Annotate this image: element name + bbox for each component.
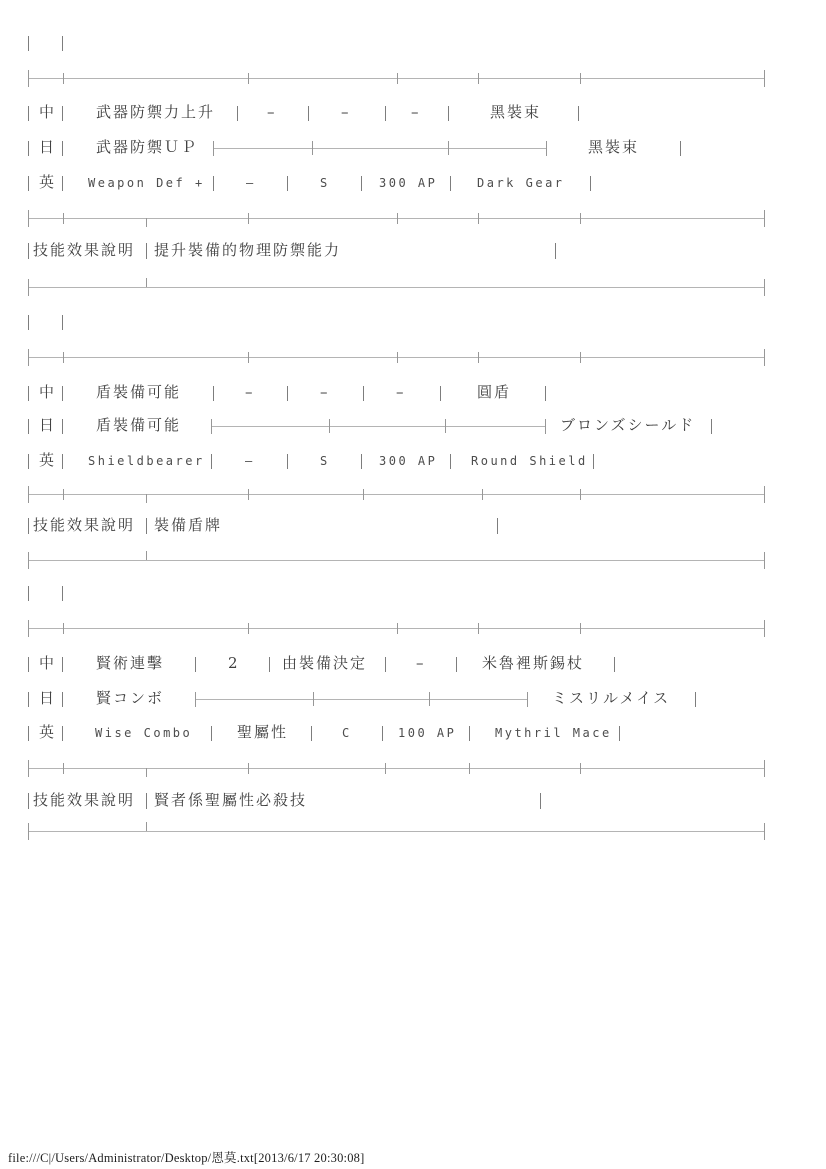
- skill-name-zh: 賢術連擊: [96, 654, 165, 672]
- row-label-en: 英: [39, 451, 57, 469]
- cell-value: 2: [228, 654, 240, 672]
- cell-divider: [28, 386, 29, 401]
- item-name-zh: 米魯裡斯錫杖: [482, 654, 585, 672]
- cell-divider: [311, 726, 312, 741]
- cell-value: –: [411, 103, 421, 121]
- cell-divider: [619, 726, 620, 741]
- row-label-zh: 中: [39, 383, 57, 401]
- skill-name-ja: 盾裝備可能: [96, 416, 182, 434]
- cell-divider: [28, 315, 29, 330]
- item-name-en: Round Shield: [471, 454, 588, 468]
- item-name-zh: 黑裝束: [490, 103, 542, 121]
- cell-divider: [711, 419, 712, 434]
- cell-divider: [28, 243, 29, 259]
- cell-divider: [440, 386, 441, 401]
- cell-divider: [62, 36, 63, 51]
- cell-divider: [62, 419, 63, 434]
- cell-divider: [614, 657, 615, 672]
- cell-divider: [497, 518, 498, 534]
- cell-value: S: [320, 176, 330, 190]
- skill-name-ja: 武器防禦ＵＰ: [96, 138, 199, 156]
- cell-divider: [195, 657, 196, 672]
- cell-divider: [287, 454, 288, 469]
- file-path-footer: file:///C|/Users/Administrator/Desktop/恩莫.txt[2013/6/17 20:30:08]: [8, 1151, 365, 1165]
- cell-divider: [211, 726, 212, 741]
- cell-divider: [62, 726, 63, 741]
- cell-value: –: [320, 383, 330, 401]
- description-text: 賢者係聖屬性必殺技: [154, 791, 308, 809]
- cell-divider: [62, 386, 63, 401]
- cell-divider: [382, 726, 383, 741]
- cell-value: –: [245, 383, 255, 401]
- cell-divider: [28, 419, 29, 434]
- cell-divider: [237, 106, 238, 121]
- cell-divider: [363, 386, 364, 401]
- cell-value: C: [342, 726, 352, 740]
- item-name-ja: 黑裝束: [588, 138, 640, 156]
- cell-divider: [28, 692, 29, 707]
- cell-divider: [62, 315, 63, 330]
- cell-value: 100 AP: [398, 726, 457, 740]
- skill-name-zh: 武器防禦力上升: [96, 103, 216, 121]
- row-label-ja: 日: [39, 138, 57, 156]
- cell-value: –: [246, 176, 256, 190]
- cell-divider: [308, 106, 309, 121]
- cell-divider: [590, 176, 591, 191]
- item-name-en: Dark Gear: [477, 176, 565, 190]
- skill-name-en: Weapon Def +: [88, 176, 205, 190]
- skill-name-en: Wise Combo: [95, 726, 193, 740]
- cell-divider: [269, 657, 270, 672]
- cell-divider: [695, 692, 696, 707]
- cell-divider: [578, 106, 579, 121]
- item-name-ja: ブロンズシールド: [560, 416, 696, 434]
- skill-name-en: Shieldbearer: [88, 454, 205, 468]
- row-label-en: 英: [39, 173, 57, 191]
- cell-value: 300 AP: [379, 454, 438, 468]
- cell-divider: [28, 726, 29, 741]
- row-label-ja: 日: [39, 416, 57, 434]
- cell-divider: [62, 141, 63, 156]
- cell-divider: [28, 586, 29, 601]
- cell-divider: [213, 176, 214, 191]
- cell-divider: [456, 657, 457, 672]
- cell-value: S: [320, 454, 330, 468]
- cell-divider: [593, 454, 594, 469]
- cell-divider: [211, 454, 212, 469]
- cell-divider: [28, 106, 29, 121]
- cell-value: 300 AP: [379, 176, 438, 190]
- cell-divider: [385, 106, 386, 121]
- cell-divider: [146, 243, 147, 259]
- cell-divider: [469, 726, 470, 741]
- cell-divider: [28, 454, 29, 469]
- cell-divider: [361, 176, 362, 191]
- cell-divider: [450, 176, 451, 191]
- cell-value: –: [396, 383, 406, 401]
- cell-value: –: [416, 654, 426, 672]
- cell-value: 聖屬性: [237, 723, 289, 741]
- connector-line: [195, 699, 527, 700]
- cell-divider: [146, 793, 147, 809]
- cell-divider: [62, 692, 63, 707]
- cell-divider: [540, 793, 541, 809]
- cell-value: –: [267, 103, 277, 121]
- cell-divider: [28, 36, 29, 51]
- cell-value: 由裝備決定: [282, 654, 368, 672]
- cell-divider: [62, 106, 63, 121]
- cell-divider: [213, 386, 214, 401]
- cell-divider: [62, 586, 63, 601]
- description-label: 技能效果說明: [33, 791, 136, 809]
- cell-value: –: [341, 103, 351, 121]
- item-name-en: Mythril Mace: [495, 726, 612, 740]
- cell-divider: [450, 454, 451, 469]
- item-name-zh: 圓盾: [477, 383, 512, 401]
- cell-divider: [448, 106, 449, 121]
- cell-divider: [680, 141, 681, 156]
- cell-divider: [555, 243, 556, 259]
- cell-divider: [146, 518, 147, 534]
- item-name-ja: ミスリルメイス: [552, 689, 671, 707]
- cell-divider: [28, 176, 29, 191]
- connector-line: [211, 426, 545, 427]
- cell-divider: [287, 386, 288, 401]
- description-label: 技能效果說明: [33, 516, 136, 534]
- cell-divider: [62, 176, 63, 191]
- cell-divider: [28, 657, 29, 672]
- row-label-zh: 中: [39, 654, 57, 672]
- cell-divider: [28, 793, 29, 809]
- skill-name-ja: 賢コンボ: [96, 689, 165, 707]
- cell-divider: [385, 657, 386, 672]
- cell-value: –: [245, 454, 255, 468]
- cell-divider: [62, 454, 63, 469]
- cell-divider: [545, 386, 546, 401]
- cell-divider: [287, 176, 288, 191]
- row-label-en: 英: [39, 723, 57, 741]
- description-text: 提升裝備的物理防禦能力: [154, 241, 342, 259]
- description-text: 裝備盾牌: [154, 516, 223, 534]
- row-label-zh: 中: [39, 103, 57, 121]
- connector-line: [213, 148, 546, 149]
- cell-divider: [361, 454, 362, 469]
- cell-divider: [62, 657, 63, 672]
- skill-name-zh: 盾裝備可能: [96, 383, 182, 401]
- cell-divider: [28, 141, 29, 156]
- description-label: 技能效果說明: [33, 241, 136, 259]
- cell-divider: [28, 518, 29, 534]
- row-label-ja: 日: [39, 689, 57, 707]
